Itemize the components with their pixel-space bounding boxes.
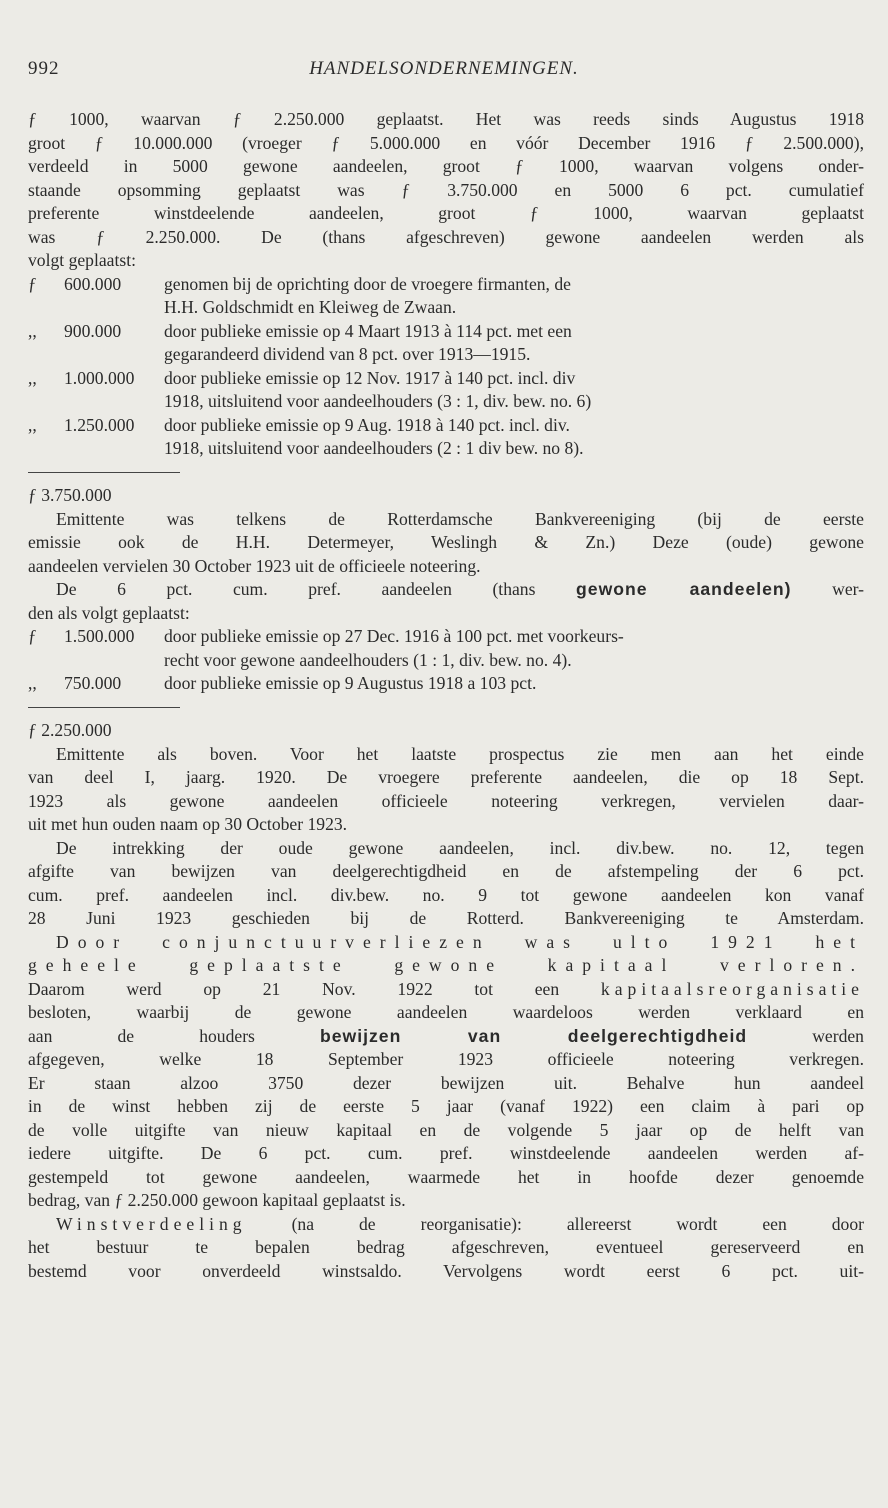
issue-entry bbox=[28, 672, 864, 696]
currency-mark: ƒ bbox=[28, 273, 37, 294]
text-line: aandeelen vervielen 30 October 1923 uit de officieele noteering. bbox=[28, 555, 481, 576]
issue-entry bbox=[28, 625, 864, 649]
issue-description: door publieke emissie op 9 Augustus 1918 a 103 pct. bbox=[164, 673, 537, 693]
text-line: 1923 als gewone aandeelen officieele noteering verkregen, vervielen daar- bbox=[28, 790, 864, 811]
text-line: afgifte van bewijzen van deelgerechtigdheid en de afstempeling der 6 pct. bbox=[28, 861, 864, 881]
issue-description: door publieke emissie op 4 Maart 1913 à 114 pct. met een bbox=[164, 320, 572, 341]
issue-entry bbox=[28, 367, 864, 391]
issue-entry bbox=[28, 320, 864, 344]
total-amount: ƒ 2.250.000 bbox=[28, 720, 112, 740]
text-line: van deel I, jaarg. 1920. De vroegere preferente aandeelen, die op 18 Sept. bbox=[28, 767, 864, 787]
currency-mark: ,, bbox=[28, 414, 37, 435]
issue-amount: 1.500.000 bbox=[64, 626, 135, 646]
text-line: aan de houders bewijzen van deelgerechtigdheid werden bbox=[28, 1025, 864, 1046]
total-amount: ƒ 3.750.000 bbox=[28, 485, 112, 505]
sum-rule bbox=[28, 461, 864, 485]
issue-entry bbox=[28, 414, 864, 438]
text-line: den als volgt geplaatst: bbox=[28, 602, 190, 623]
text-line-spaced: geheele geplaatste gewone kapitaal verloren. bbox=[28, 955, 864, 975]
text-line: de volle uitgifte van nieuw kapitaal en de volgende 5 jaar op de helft van bbox=[28, 1119, 864, 1140]
issue-amount: 900.000 bbox=[64, 320, 122, 341]
text-line: het bestuur te bepalen bedrag afgeschreven, eventueel gereserveerd en bbox=[28, 1237, 864, 1257]
text-line: ƒ 1000, waarvan ƒ 2.250.000 geplaatst. Het was reeds sinds Augustus 1918 bbox=[28, 109, 864, 129]
issue-description: door publieke emissie op 12 Nov. 1917 à 140 pct. incl. div bbox=[164, 367, 576, 388]
text-line: Daarom werd op 21 Nov. 1922 tot een kapitaalsreorganisatie bbox=[28, 978, 864, 999]
issue-description: door publieke emissie op 9 Aug. 1918 à 140 pct. incl. div. bbox=[164, 414, 570, 435]
issue-description: genomen bij de oprichting door de vroegere firmanten, de bbox=[164, 273, 571, 294]
text-line: afgegeven, welke 18 September 1923 officieele noteering verkregen. bbox=[28, 1049, 864, 1069]
bold-phrase: bewijzen van deelgerechtigdheid bbox=[320, 1025, 748, 1046]
text-line: bedrag, van ƒ 2.250.000 gewoon kapitaal geplaatst is. bbox=[28, 1190, 406, 1210]
text-line: was ƒ 2.250.000. De (thans afgeschreven) gewone aandeelen werden als bbox=[28, 226, 864, 247]
issue-entry bbox=[28, 273, 864, 297]
text-line-spaced: Door conjunctuurverliezen was ulto 1921 het bbox=[56, 931, 864, 952]
text-line: volgt geplaatst: bbox=[28, 250, 136, 270]
spaced-phrase: kapitaalsreorganisatie bbox=[600, 978, 864, 999]
issue-description: 1918, uitsluitend voor aandeelhouders (3 : 1, div. bew. no. 6) bbox=[164, 391, 592, 411]
issue-description: recht voor gewone aandeelhouders (1 : 1, div. bew. no. 4). bbox=[164, 649, 572, 670]
issue-description: H.H. Goldschmidt en Kleiweg de Zwaan. bbox=[164, 297, 457, 317]
issue-amount: 750.000 bbox=[64, 673, 122, 693]
issue-amount: 1.250.000 bbox=[64, 414, 135, 435]
text-line: cum. pref. aandeelen incl. div.bew. no. 9 tot gewone aandeelen kon vanaf bbox=[28, 884, 864, 905]
issue-description: gegarandeerd dividend van 8 pct. over 1913—1915. bbox=[164, 344, 531, 364]
text-line: staande opsomming geplaatst was ƒ 3.750.000 en 5000 6 pct. cumulatief bbox=[28, 179, 864, 200]
text-line: verdeeld in 5000 gewone aandeelen, groot ƒ 1000, waarvan volgens onder- bbox=[28, 156, 864, 176]
spaced-phrase: Winstverdeeling bbox=[56, 1213, 247, 1234]
sum-rule bbox=[28, 696, 864, 720]
text-line: iedere uitgifte. De 6 pct. cum. pref. winstdeelende aandeelen werden af- bbox=[28, 1143, 864, 1163]
text-line: besloten, waarbij de gewone aandeelen waardeloos werden verklaard en bbox=[28, 1002, 864, 1022]
text-line: 28 Juni 1923 geschieden bij de Rotterd. Bankvereeniging te Amsterdam. bbox=[28, 908, 864, 928]
text-line: gestempeld tot gewone aandeelen, waarmede het in hoofde dezer genoemde bbox=[28, 1166, 864, 1187]
text-line: Emittente als boven. Voor het laatste prospectus zie men aan het einde bbox=[56, 743, 864, 764]
text-line: bestemd voor onverdeeld winstsaldo. Vervolgens wordt eerst 6 pct. uit- bbox=[28, 1260, 864, 1281]
page-number: 992 bbox=[28, 58, 60, 79]
text-line: uit met hun ouden naam op 30 October 1923. bbox=[28, 814, 348, 834]
issue-amount: 600.000 bbox=[64, 273, 122, 294]
currency-mark: ƒ bbox=[28, 626, 37, 646]
issue-description: 1918, uitsluitend voor aandeelhouders (2 : 1 div bew. no 8). bbox=[164, 438, 584, 458]
text-line: preferente winstdeelende aandeelen, groot ƒ 1000, waarvan geplaatst bbox=[28, 203, 864, 223]
bold-phrase: gewone aandeelen) bbox=[576, 579, 792, 599]
text-line: De 6 pct. cum. pref. aandeelen (thans gewone aandeelen) wer- bbox=[56, 579, 864, 599]
currency-mark: ,, bbox=[28, 320, 37, 341]
page-header bbox=[0, 58, 888, 88]
text-line: Er staan alzoo 3750 dezer bewijzen uit. Behalve hun aandeel bbox=[28, 1072, 864, 1093]
text-line: De intrekking der oude gewone aandeelen, incl. div.bew. no. 12, tegen bbox=[56, 837, 864, 858]
issue-amount: 1.000.000 bbox=[64, 367, 135, 388]
currency-mark: ,, bbox=[28, 367, 37, 388]
running-title: HANDELSONDERNEMINGEN. bbox=[309, 58, 579, 79]
text-line: in de winst hebben zij de eerste 5 jaar (vanaf 1922) een claim à pari op bbox=[28, 1096, 864, 1116]
text-line: Emittente was telkens de Rotterdamsche Bankvereeniging (bij de eerste bbox=[56, 508, 864, 529]
text-line: Winstverdeeling (na de reorganisatie): allereerst wordt een door bbox=[56, 1213, 864, 1234]
text-line: emissie ook de H.H. Determeyer, Weslingh & Zn.) Deze (oude) gewone bbox=[28, 532, 864, 552]
text-line: groot ƒ 10.000.000 (vroeger ƒ 5.000.000 en vóór December 1916 ƒ 2.500.000), bbox=[28, 132, 864, 153]
issue-description: door publieke emissie op 27 Dec. 1916 à 100 pct. met voorkeurs- bbox=[164, 626, 624, 646]
currency-mark: ,, bbox=[28, 673, 37, 693]
body-text bbox=[28, 108, 864, 1283]
